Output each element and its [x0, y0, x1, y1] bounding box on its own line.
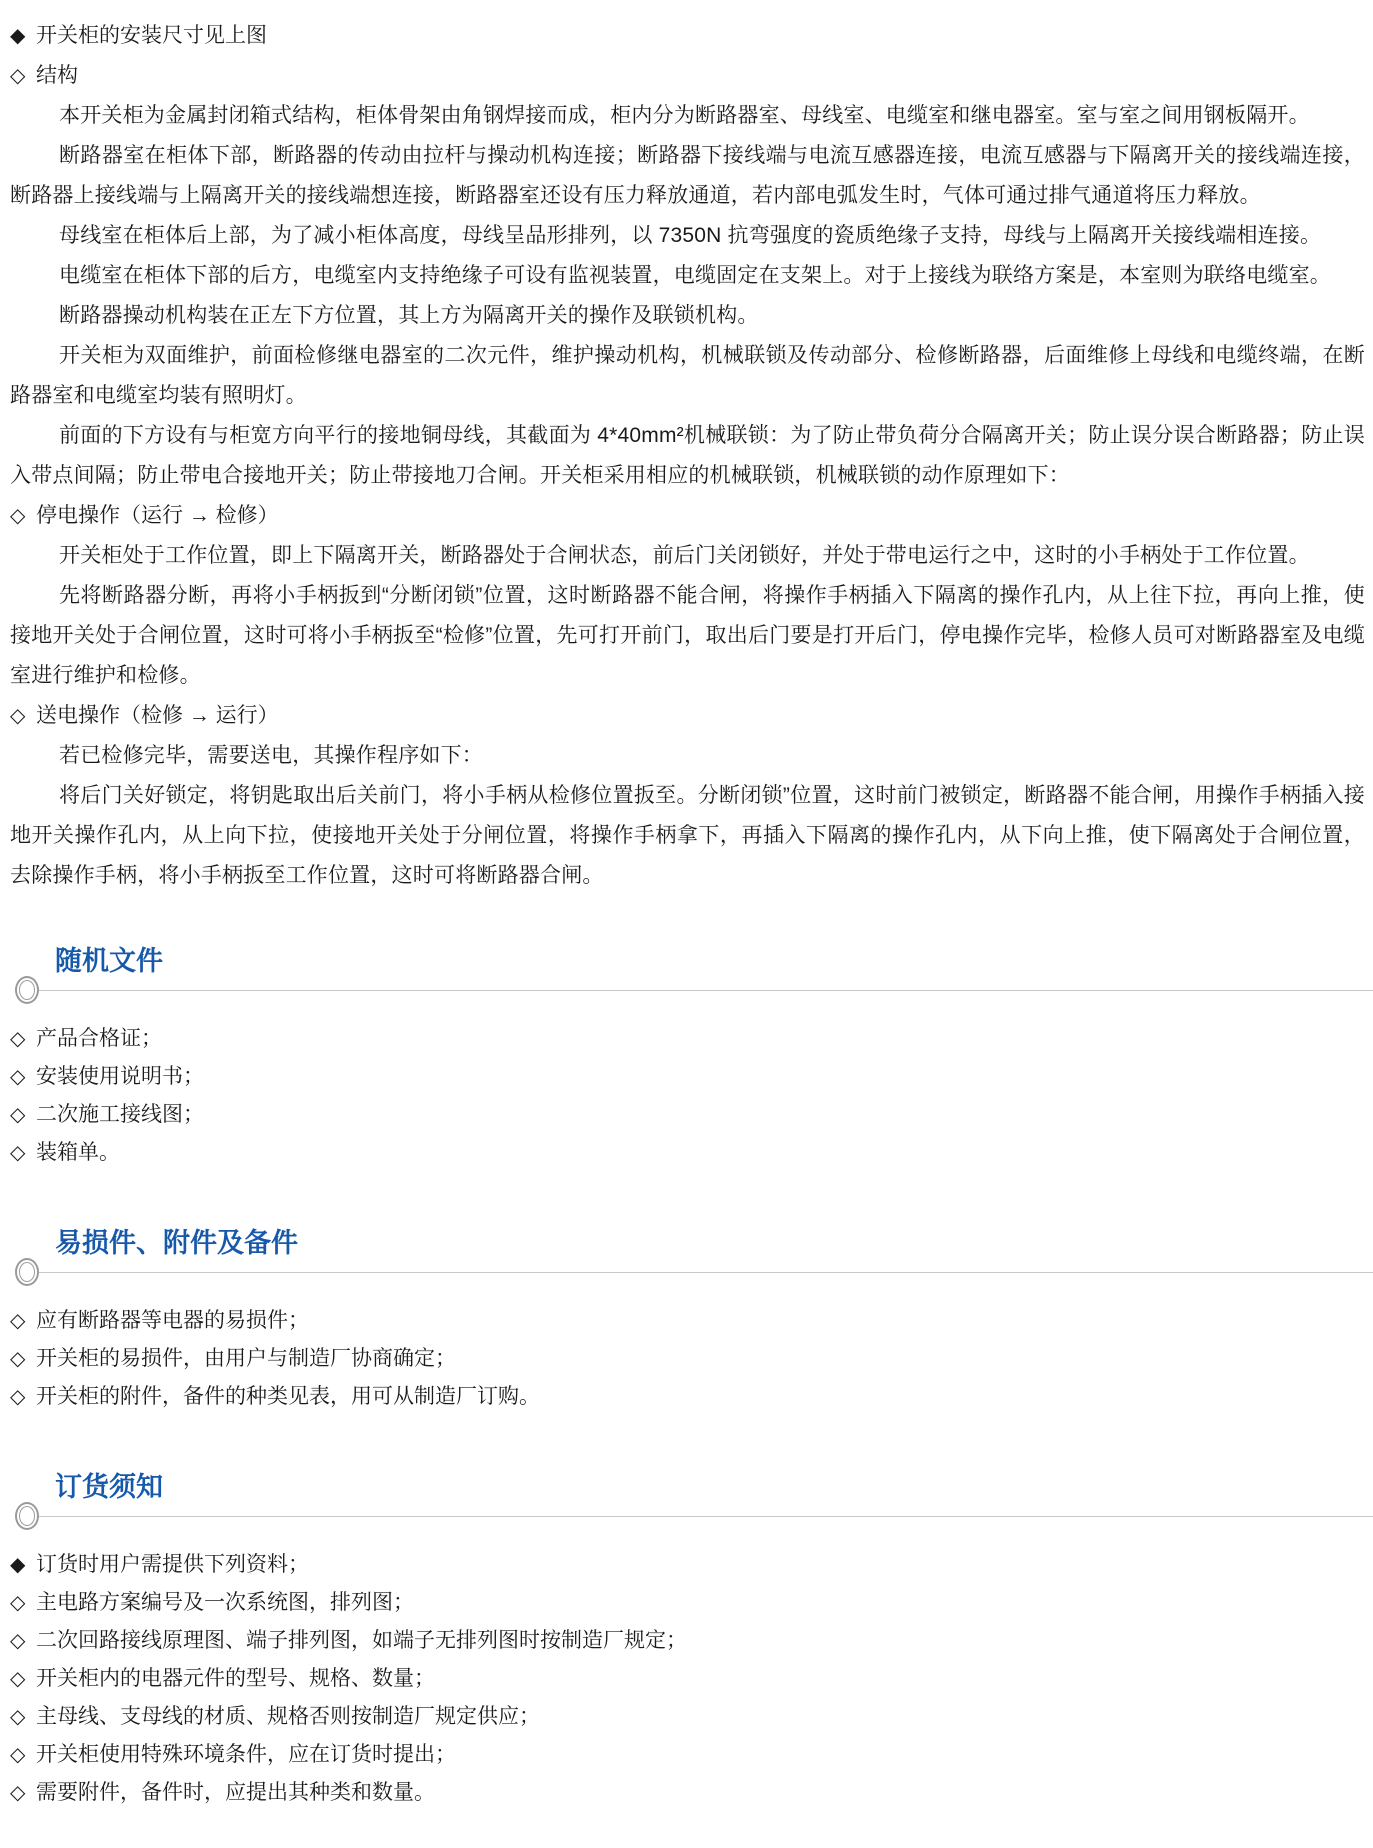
list-item	[10, 1058, 1365, 1096]
paragraph: 开关柜为双面维护，前面检修继电器室的二次元件，维护操动机构，机械联锁及传动部分、检修断路器，后面维修上母线和电缆终端，在断路器室和电缆室均装有照明灯。	[10, 344, 1365, 407]
diamond-hollow-icon: ◇	[10, 1630, 26, 1652]
diamond-hollow-icon: ◇	[10, 1592, 26, 1614]
paragraph: 本开关柜为金属封闭箱式结构，柜体骨架由角钢焊接而成，柜内分为断路器室、母线室、电缆室和继电器室。室与室之间用钢板隔开。	[59, 104, 1310, 127]
list-item-text: 开关柜的易损件，由用户与制造厂协商确定；	[36, 1347, 456, 1370]
list-item	[10, 1698, 1365, 1736]
paragraph: 开关柜处于工作位置，即上下隔离开关，断路器处于合闸状态，前后门关闭锁好，并处于带电运行之中，这时的小手柄处于工作位置。	[59, 544, 1310, 567]
section-title: 随机文件	[55, 946, 163, 976]
list-item	[10, 1584, 1365, 1622]
list-item-text: 订货时用户需提供下列资料；	[36, 1553, 309, 1576]
diamond-hollow-icon: ◇	[10, 1104, 26, 1126]
list-item	[10, 1622, 1365, 1660]
item-list	[10, 1020, 1365, 1172]
diamond-hollow-icon: ◇	[10, 1310, 26, 1332]
list-item	[10, 1378, 1365, 1416]
list-item-text: 需要附件，备件时，应提出其种类和数量。	[36, 1781, 435, 1804]
bullet-heading	[10, 696, 1365, 736]
diamond-hollow-icon: ◇	[10, 1348, 26, 1370]
list-item	[10, 1736, 1365, 1774]
section-ordering-instructions	[10, 1470, 1365, 1812]
paragraph: 先将断路器分断，再将小手柄扳到“分断闭锁”位置，这时断路器不能合闸，将操作手柄插入下隔离的操作孔内，从上往下拉，再向上推，使接地开关处于合闸位置，这时可将小手柄扳至“检修”位置，先可打开前门，取出后门要是打开后门，停电操作完毕，检修人员可对断路器室及电缆室进行维护和检修。	[10, 584, 1365, 687]
list-item	[10, 1096, 1365, 1134]
list-item	[10, 1302, 1365, 1340]
heading-text: 结构	[36, 64, 78, 87]
bullet-heading	[10, 496, 1365, 536]
paragraph: 断路器室在柜体下部，断路器的传动由拉杆与操动机构连接；断路器下接线端与电流互感器连接，电流互感器与下隔离开关的接线端连接，断路器上接线端与上隔离开关的接线端想连接，断路器室还设有压力释放通道，若内部电弧发生时，气体可通过排气通道将压力释放。	[10, 144, 1365, 207]
item-list	[10, 1302, 1365, 1416]
section-divider	[10, 1256, 1373, 1288]
list-item-text: 安装使用说明书；	[36, 1065, 204, 1088]
list-item-text: 二次施工接线图；	[36, 1103, 204, 1126]
list-item-text: 开关柜内的电器元件的型号、规格、数量；	[36, 1667, 435, 1690]
section-header	[10, 1226, 1365, 1288]
list-item	[10, 1546, 1365, 1584]
list-item-text: 主母线、支母线的材质、规格否则按制造厂规定供应；	[36, 1705, 540, 1728]
diamond-hollow-icon: ◇	[10, 1066, 26, 1088]
diamond-hollow-icon: ◇	[10, 1706, 26, 1728]
divider-line	[39, 1272, 1373, 1273]
list-item	[10, 1340, 1365, 1378]
section-wear-parts-accessories	[10, 1226, 1365, 1416]
paragraph: 若已检修完毕，需要送电，其操作程序如下：	[59, 744, 483, 767]
bullet-heading	[10, 16, 1365, 56]
bullet-heading	[10, 56, 1365, 96]
list-item-text: 二次回路接线原理图、端子排列图，如端子无排列图时按制造厂规定；	[36, 1629, 687, 1652]
diamond-hollow-icon: ◇	[10, 505, 26, 527]
list-item-text: 产品合格证；	[36, 1027, 162, 1050]
paragraph: 断路器操动机构装在正左下方位置，其上方为隔离开关的操作及联锁机构。	[59, 304, 759, 327]
diamond-hollow-icon: ◇	[10, 1386, 26, 1408]
ring-icon	[15, 1258, 39, 1286]
section-title: 订货须知	[55, 1472, 163, 1502]
section-header	[10, 944, 1365, 1006]
diamond-solid-icon: ◆	[10, 1554, 26, 1576]
ring-icon	[15, 976, 39, 1004]
list-item	[10, 1774, 1365, 1812]
diamond-hollow-icon: ◇	[10, 1668, 26, 1690]
section-divider	[10, 974, 1373, 1006]
diamond-hollow-icon: ◇	[10, 705, 26, 727]
list-item	[10, 1020, 1365, 1058]
paragraph: 将后门关好锁定，将钥匙取出后关前门，将小手柄从检修位置扳至。分断闭锁”位置，这时前门被锁定，断路器不能合闸，用操作手柄插入接地开关操作孔内，从上向下拉，使接地开关处于分闸位置，将操作手柄拿下，再插入下隔离的操作孔内，从下向上推，使下隔离处于合闸位置，去除操作手柄，将小手柄扳至工作位置，这时可将断路器合闸。	[10, 784, 1365, 887]
heading-text: 停电操作（运行 → 检修）	[36, 504, 279, 527]
diamond-hollow-icon: ◇	[10, 1782, 26, 1804]
list-item-text: 装箱单。	[36, 1141, 120, 1164]
paragraph: 前面的下方设有与柜宽方向平行的接地铜母线，其截面为 4*40mm²机械联锁：为了防止带负荷分合隔离开关；防止误分误合断路器；防止误入带点间隔；防止带电合接地开关；防止带接地刀合闸。开关柜采用相应的机械联锁，机械联锁的动作原理如下：	[10, 424, 1365, 487]
paragraph: 电缆室在柜体下部的后方，电缆室内支持绝缘子可设有监视装置，电缆固定在支架上。对于上接线为联络方案是，本室则为联络电缆室。	[59, 264, 1331, 287]
section-header	[10, 1470, 1365, 1532]
list-item-text: 主电路方案编号及一次系统图，排列图；	[36, 1591, 414, 1614]
section-accompanying-documents	[10, 944, 1365, 1172]
diamond-hollow-icon: ◇	[10, 1142, 26, 1164]
list-item-text: 开关柜使用特殊环境条件，应在订货时提出；	[36, 1743, 456, 1766]
diamond-solid-icon: ◆	[10, 25, 26, 47]
heading-text: 送电操作（检修 → 运行）	[36, 704, 279, 727]
diamond-hollow-icon: ◇	[10, 1028, 26, 1050]
list-item	[10, 1134, 1365, 1172]
list-item-text: 开关柜的附件，备件的种类见表，用可从制造厂订购。	[36, 1385, 540, 1408]
item-list	[10, 1546, 1365, 1812]
list-item	[10, 1660, 1365, 1698]
diamond-hollow-icon: ◇	[10, 1744, 26, 1766]
paragraph: 母线室在柜体后上部，为了减小柜体高度，母线呈品形排列，以 7350N 抗弯强度的瓷质绝缘子支持，母线与上隔离开关接线端相连接。	[59, 224, 1322, 247]
section-title: 易损件、附件及备件	[55, 1228, 298, 1258]
divider-line	[39, 1516, 1373, 1517]
diamond-hollow-icon: ◇	[10, 65, 26, 87]
section-divider	[10, 1500, 1373, 1532]
divider-line	[39, 990, 1373, 991]
list-item-text: 应有断路器等电器的易损件；	[36, 1309, 309, 1332]
heading-text: 开关柜的安装尺寸见上图	[36, 24, 267, 47]
ring-icon	[15, 1502, 39, 1530]
